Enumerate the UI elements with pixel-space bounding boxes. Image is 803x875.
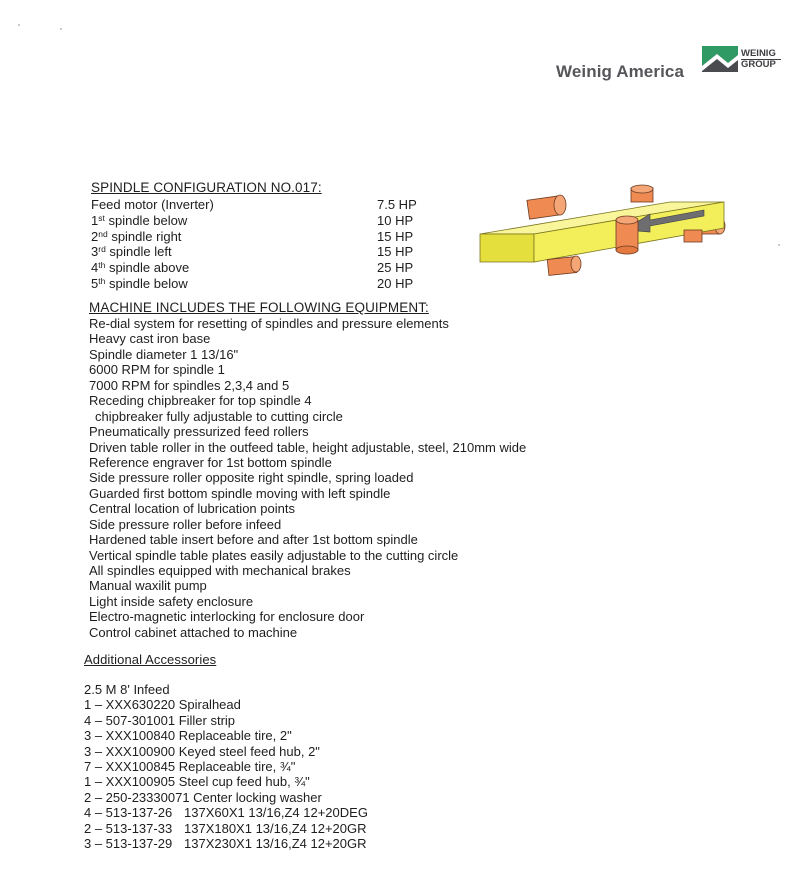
spindle-ordinal-suffix: st <box>98 212 105 223</box>
spindle-power-value: 15 HP <box>377 244 414 260</box>
spindle-label-main: 2 <box>91 228 99 244</box>
spindle-label-main: 5 <box>91 275 99 291</box>
equipment-item: Hardened table insert before and after 1st bottom spindle <box>89 532 418 548</box>
accessory-description: Replaceable tire, ¾" <box>178 758 296 774</box>
spindle-label <box>91 260 189 276</box>
accessory-description: 137X230X1 13/16,Z4 12+20GR <box>184 835 367 851</box>
spindle-power-value: 7.5 HP <box>377 197 417 212</box>
spindle-label-main: Feed motor (Inverter) <box>91 197 214 212</box>
accessory-part-number: 3 – 513-137-29 <box>84 835 173 851</box>
accessory-item <box>84 821 584 836</box>
equipment-item: Driven table roller in the outfeed table, height adjustable, steel, 210mm wide <box>89 439 527 455</box>
equipment-item: Electro-magnetic interlocking for enclosure door <box>89 609 365 625</box>
accessory-item <box>84 774 584 789</box>
accessory-item <box>84 728 584 743</box>
spindle-label-rest: spindle left <box>105 244 172 260</box>
spindle-ordinal-suffix: rd <box>98 244 106 255</box>
accessory-part-number: 2.5 M 8' Infeed <box>84 682 170 697</box>
equipment-item: Side pressure roller before infeed <box>89 516 282 532</box>
spindle-label-rest: spindle below <box>105 275 188 291</box>
equipment-item: Reference engraver for 1st bottom spindle <box>89 454 332 470</box>
equipment-item: Heavy cast iron base <box>89 331 211 347</box>
equipment-item: Side pressure roller opposite right spindle, spring loaded <box>89 470 414 486</box>
spindle-config-row <box>91 260 421 276</box>
scan-speck <box>18 24 20 26</box>
equipment-item: Control cabinet attached to machine <box>89 624 298 640</box>
spindle-ordinal-suffix: th <box>98 275 106 286</box>
accessory-description: Center locking washer <box>193 789 322 805</box>
spindle-label-rest: spindle above <box>105 260 190 276</box>
spindle-config-heading: SPINDLE CONFIGURATION NO.017: <box>91 180 322 195</box>
equipment-item: All spindles equipped with mechanical brakes <box>89 563 351 578</box>
equipment-item: 7000 RPM for spindles 2,3,4 and 5 <box>89 377 290 393</box>
spindle-label-rest: spindle below <box>104 212 188 228</box>
equipment-item: Light inside safety enclosure <box>89 593 254 609</box>
spindle-label <box>91 244 172 260</box>
spindle-front-icon <box>616 216 638 254</box>
spindle-config-row <box>91 213 421 229</box>
equipment-item: chipbreaker fully adjustable to cutting circle <box>95 408 343 424</box>
spindle-label-rest: spindle right <box>107 228 182 244</box>
spindle-label-main: 4 <box>91 260 99 276</box>
accessory-description: Filler strip <box>178 712 236 728</box>
accessory-description: 137X60X1 13/16,Z4 12+20DEG <box>184 805 368 821</box>
scan-speck <box>778 244 780 246</box>
spindle-label-main: 3 <box>91 244 99 260</box>
spindle-config-row <box>91 244 421 260</box>
accessory-item <box>84 790 584 805</box>
spindle-ordinal-suffix: nd <box>98 228 108 239</box>
logo-wordmark <box>741 49 781 70</box>
accessory-description: Keyed steel feed hub, 2" <box>178 743 320 759</box>
accessory-part-number: 2 – 513-137-33 <box>84 820 173 836</box>
spindle-label <box>91 276 188 292</box>
equipment-item: Receding chipbreaker for top spindle 4 <box>89 393 312 409</box>
spindle-config-row <box>91 229 421 245</box>
accessory-description: 137X180X1 13/16,Z4 12+20GR <box>184 820 367 836</box>
accessory-description: Steel cup feed hub, ¾" <box>178 774 310 790</box>
accessory-part-number: 3 – XXX100840 <box>84 728 179 744</box>
scan-speck <box>60 28 62 30</box>
equipment-heading: MACHINE INCLUDES THE FOLLOWING EQUIPMENT: <box>89 300 429 315</box>
accessory-part-number: 4 – 513-137-26 <box>84 805 173 821</box>
spindle-power-value: 20 HP <box>377 275 414 291</box>
spindle-power-value: 25 HP <box>377 260 414 276</box>
equipment-item: Vertical spindle table plates easily adjustable to the cutting circle <box>89 547 459 563</box>
equipment-item: Manual waxilit pump <box>89 578 207 594</box>
accessories-list <box>84 682 584 851</box>
spindle-power-value: 10 HP <box>377 212 414 228</box>
spindle-config-list <box>91 197 421 292</box>
spindle-top-icon <box>631 185 653 202</box>
equipment-item: Guarded first bottom spindle moving with left spindle <box>89 485 391 501</box>
accessory-item <box>84 697 584 712</box>
accessory-part-number: 2 – 250-23330071 <box>84 789 194 805</box>
spindle-label <box>91 213 187 229</box>
accessory-part-number: 3 – XXX100900 <box>84 743 179 759</box>
equipment-item: Pneumatically pressurized feed rollers <box>89 424 309 440</box>
accessory-description: Spiralhead <box>178 697 241 713</box>
moulder-spindle-diagram <box>474 180 730 280</box>
logo-line-1: WEINIG <box>741 49 781 60</box>
brand-name: Weinig America <box>556 62 684 81</box>
spindle-label <box>91 229 181 245</box>
accessory-item <box>84 805 584 820</box>
logo-line-2: GROUP <box>741 59 776 70</box>
spindle-power-value: 15 HP <box>377 228 414 244</box>
accessory-part-number: 1 – XXX100905 <box>84 774 179 790</box>
accessories-heading: Additional Accessories <box>84 652 217 667</box>
spindle-ordinal-suffix: th <box>98 260 106 271</box>
accessory-description: Replaceable tire, 2" <box>178 728 292 744</box>
accessory-part-number: 1 – XXX630220 <box>84 697 179 713</box>
accessory-item <box>84 682 584 697</box>
accessory-item <box>84 759 584 774</box>
accessory-part-number: 4 – 507-301001 <box>84 712 179 728</box>
equipment-item: 6000 RPM for spindle 1 <box>89 362 225 378</box>
spindle-config-row <box>91 276 421 292</box>
accessory-item <box>84 713 584 728</box>
spindle-left-icon <box>527 195 566 219</box>
spindle-bottom-icon <box>547 256 581 275</box>
equipment-item: Central location of lubrication points <box>89 501 295 517</box>
spindle-config-row <box>91 197 421 213</box>
spindle-bottom-right-icon <box>684 230 702 242</box>
equipment-item: Spindle diameter 1 13/16" <box>89 346 239 362</box>
spindle-label-main: 1 <box>91 212 99 228</box>
accessory-item <box>84 836 584 851</box>
accessory-part-number: 7 – XXX100845 <box>84 758 179 774</box>
equipment-item: Re-dial system for resetting of spindles and pressure elements <box>89 316 449 331</box>
accessory-item <box>84 744 584 759</box>
equipment-list <box>89 316 589 640</box>
spindle-label <box>91 197 214 213</box>
